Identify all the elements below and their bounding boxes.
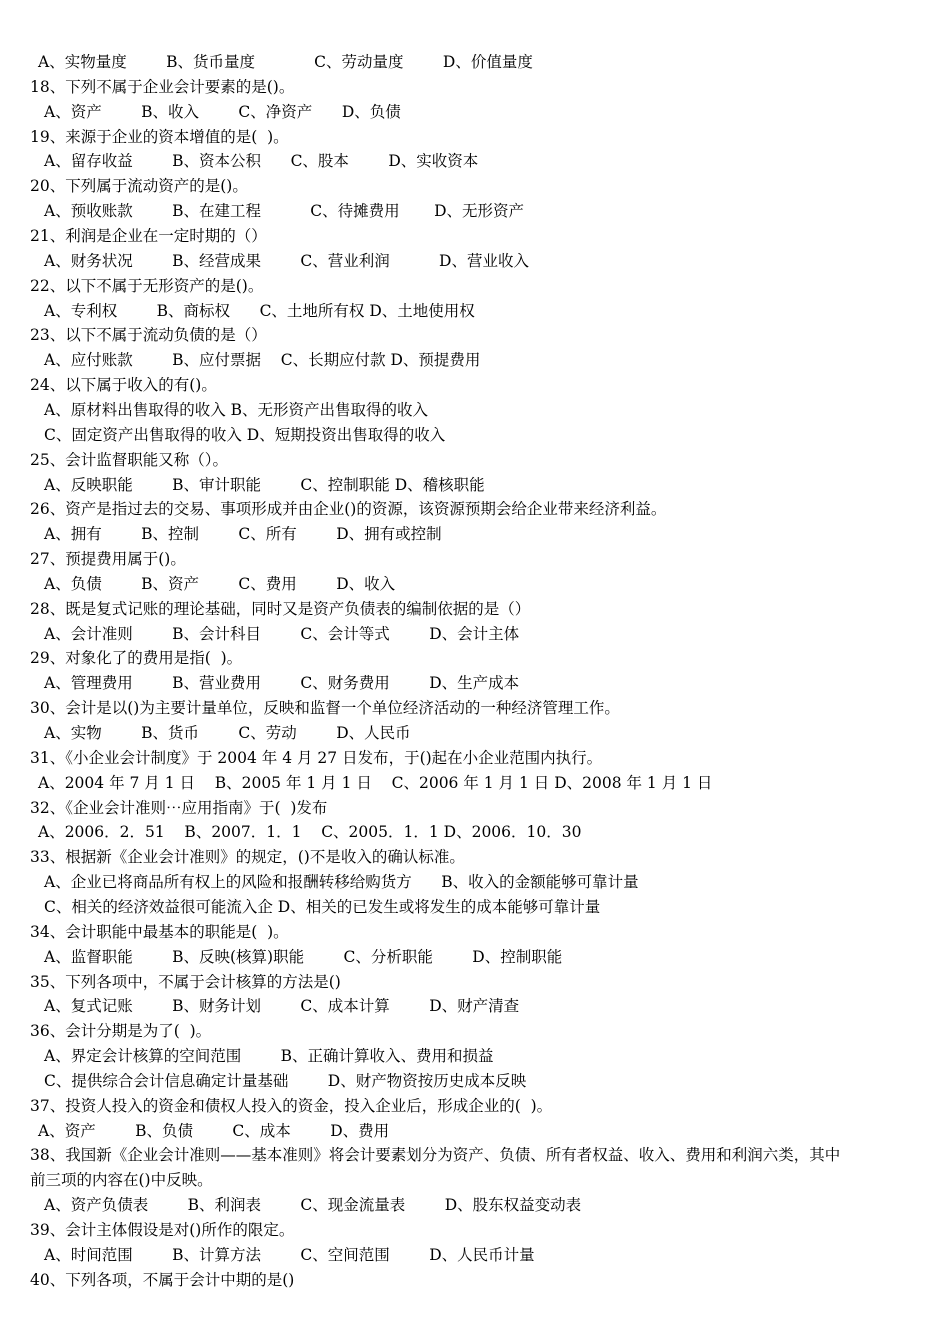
question-line: 20、下列属于流动资产的是()。 [30, 177, 248, 196]
answer-options-line: A、时间范围 B、计算方法 C、空间范围 D、人民币计量 [44, 1245, 535, 1264]
answer-options-line: A、预收账款 B、在建工程 C、待摊费用 D、无形资产 [44, 202, 525, 221]
question-line: 33、根据新《企业会计准则》的规定，()不是收入的确认标准。 [30, 848, 465, 867]
question-line: 前三项的内容在()中反映。 [30, 1171, 213, 1190]
answer-options-line: A、负债 B、资产 C、费用 D、收入 [44, 574, 396, 593]
question-line: 25、会计监督职能又称（）。 [30, 450, 228, 469]
question-line: 40、下列各项，不属于会计中期的是() [30, 1270, 295, 1289]
answer-options-line: C、固定资产出售取得的收入 D、短期投资出售取得的收入 [44, 425, 446, 444]
answer-options-line: A、实物 B、货币 C、劳动 D、人民币 [44, 724, 411, 742]
answer-options-line: A、拥有 B、控制 C、所有 D、拥有或控制 [44, 525, 442, 544]
question-line: 19、来源于企业的资本增值的是( )。 [30, 127, 289, 146]
question-line: 32、《企业会计准则⋯应用指南》于( )发布 [30, 798, 328, 817]
answer-options-line: A、会计准则 B、会计科目 C、会计等式 D、会计主体 [44, 624, 520, 643]
answer-options-line: A、2006．2．51 B、2007．1．1 C、2005．1．1 D、2006．10．30 [38, 823, 582, 842]
answer-options-line: A、应付账款 B、应付票据 C、长期应付款 D、预提费用 [44, 351, 481, 370]
answer-options-line: A、管理费用 B、营业费用 C、财务费用 D、生产成本 [44, 674, 520, 693]
question-line: 39、会计主体假设是对()所作的限定。 [30, 1221, 295, 1239]
question-line: 31、《小企业会计制度》于 2004 年 4 月 27 日发布，于()起在小企业范围内执行。 [30, 748, 603, 767]
question-line: 27、预提费用属于()。 [30, 550, 186, 568]
question-line: 26、资产是指过去的交易、事项形成并由企业()的资源，该资源预期会给企业带来经济利益。 [30, 500, 667, 519]
answer-options-line: A、复式记账 B、财务计划 C、成本计算 D、财产清查 [44, 997, 520, 1016]
answer-options-line: A、资产 B、收入 C、净资产 D、负债 [44, 102, 401, 121]
answer-options-line: A、2004 年 7 月 1 日 B、2005 年 1 月 1 日 C、2006 年 1 月 1 日 D、2008 年 1 月 1 日 [38, 773, 713, 792]
question-line: 37、投资人投入的资金和债权人投入的资金，投入企业后，形成企业的( )。 [30, 1096, 553, 1115]
answer-options-line: C、提供综合会计信息确定计量基础 D、财产物资按历史成本反映 [44, 1071, 527, 1090]
answer-options-line: A、资产 B、负债 C、成本 D、费用 [38, 1121, 390, 1140]
question-line: 22、以下不属于无形资产的是()。 [30, 276, 264, 295]
question-line: 21、利润是企业在一定时期的（） [30, 227, 267, 245]
answer-options-line: A、企业已将商品所有权上的风险和报酬转移给购货方 B、收入的金额能够可靠计量 [44, 873, 639, 892]
answer-options-line: A、反映职能 B、审计职能 C、控制职能 D、稽核职能 [44, 475, 485, 494]
question-line: 18、下列不属于企业会计要素的是()。 [30, 77, 295, 96]
question-line: 23、以下不属于流动负债的是（） [30, 326, 267, 345]
question-line: 35、下列各项中，不属于会计核算的方法是() [30, 972, 341, 991]
question-line: 34、会计职能中最基本的职能是( )。 [30, 922, 289, 941]
question-line: 24、以下属于收入的有()。 [30, 376, 217, 395]
answer-options-line: A、界定会计核算的空间范围 B、正确计算收入、费用和损益 [44, 1047, 494, 1065]
question-line: 38、我国新《企业会计准则——基本准则》将会计要素划分为资产、负债、所有者权益、收入、费用和利润六类，其中 [30, 1146, 841, 1165]
question-line: 36、会计分期是为了( )。 [30, 1022, 212, 1041]
answer-options-line: A、原材料出售取得的收入 B、无形资产出售取得的收入 [44, 400, 429, 419]
question-line: 30、会计是以()为主要计量单位，反映和监督一个单位经济活动的一种经济管理工作。 [30, 699, 620, 718]
answer-options-line: A、专利权 B、商标权 C、土地所有权 D、土地使用权 [44, 301, 475, 320]
answer-options-line: A、资产负债表 B、利润表 C、现金流量表 D、股东权益变动表 [44, 1196, 582, 1215]
answer-options-line: A、监督职能 B、反映(核算)职能 C、分析职能 D、控制职能 [44, 947, 563, 966]
answer-options-line: C、相关的经济效益很可能流入企 D、相关的已发生或将发生的成本能够可靠计量 [44, 897, 601, 916]
answer-options-line: A、留存收益 B、资本公积 C、股本 D、实收资本 [44, 152, 479, 171]
answer-options-line: A、实物量度 B、货币量度 C、劳动量度 D、价值量度 [38, 53, 533, 71]
answer-options-line: A、财务状况 B、经营成果 C、营业利润 D、营业收入 [44, 251, 529, 270]
question-line: 28、既是复式记账的理论基础，同时又是资产负债表的编制依据的是（） [30, 599, 531, 618]
question-line: 29、对象化了的费用是指( )。 [30, 649, 243, 668]
